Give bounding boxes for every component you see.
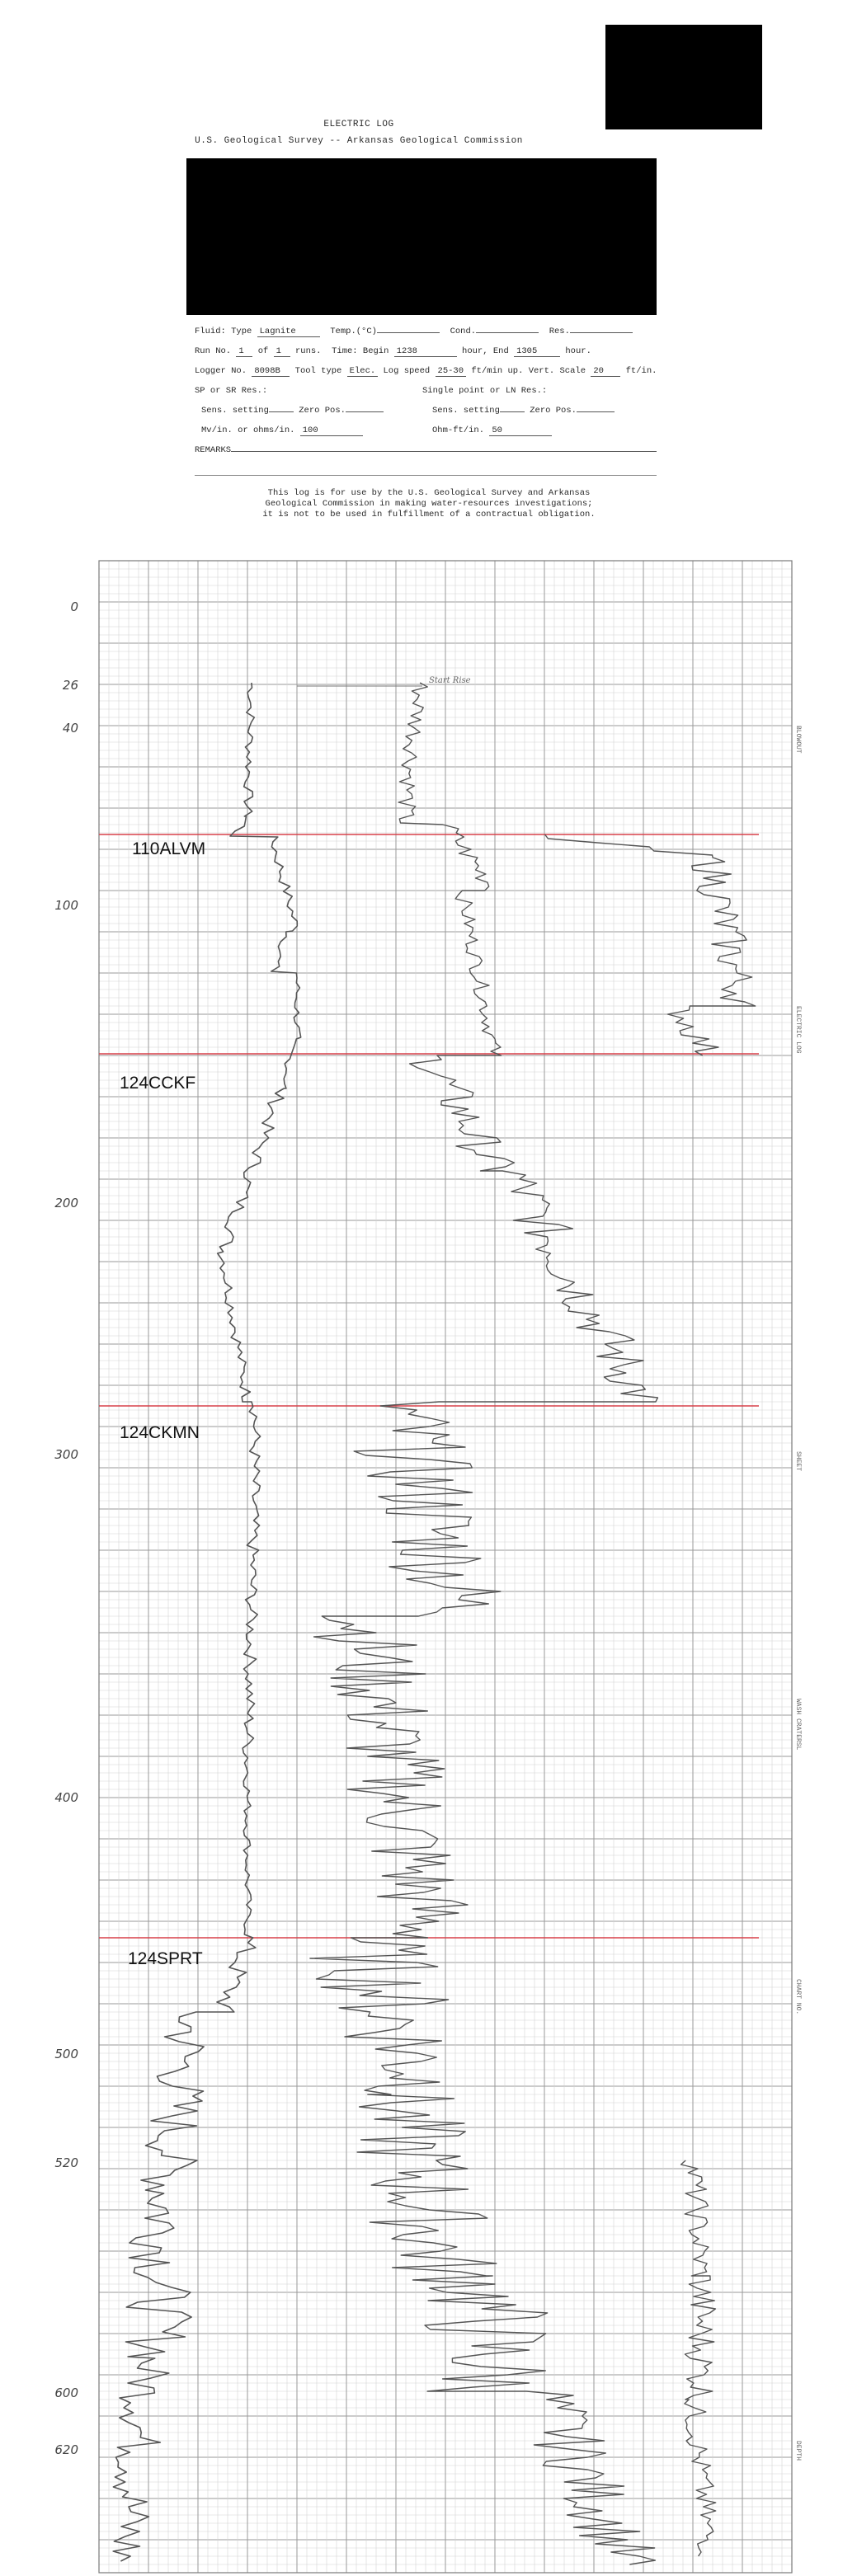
formation-label-124ckmn: 124CKMN [120, 1423, 200, 1442]
log-title: ELECTRIC LOG [323, 120, 394, 129]
formation-label-124sprt: 124SPRT [128, 1949, 203, 1968]
depth-tick-label: 26 [62, 678, 78, 693]
margin-text-6: DEPTH [794, 2441, 802, 2461]
formation-label-124cckf: 124CCKF [120, 1074, 196, 1093]
depth-tick-label: 500 [54, 2047, 78, 2061]
formation-label-110alvm: 110ALVM [132, 839, 206, 858]
run-row: Run No. 1 of 1 runs. Time: Begin 1238 hour, End 1305 hour. [195, 346, 591, 356]
depth-tick-label: 40 [62, 721, 78, 736]
fluid-value: Lagnite [257, 327, 320, 337]
depth-tick-label: 200 [54, 1196, 78, 1210]
depth-tick-label: 520 [54, 2155, 78, 2170]
scale-row: Mv/in. or ohms/in. 100 Ohm-ft/in. 50 [201, 425, 363, 436]
fluid-row: Fluid: Type Lagnite Temp.(°C) Cond. Res. [195, 327, 633, 337]
remarks-row: REMARKS [195, 445, 657, 455]
start-annotation: Start Rise [429, 676, 471, 685]
sens-row: Sens. setting Zero Pos. Sens. setting Zero Pos. [201, 406, 384, 416]
margin-text-1: BLOWOUT [794, 726, 802, 754]
resistance-curve-a [310, 683, 658, 2564]
margin-text-5: CHART NO. [794, 1979, 802, 2015]
margin-text-2: ELECTRIC LOG [794, 1006, 802, 1054]
depth-tick-label: 400 [54, 1790, 78, 1805]
margin-text-4: WASH CRATERSL [794, 1699, 802, 1751]
depth-tick-label: 0 [70, 599, 78, 614]
electric-log-chart [0, 544, 843, 2576]
logger-row: Logger No. 8098B Tool type Elec. Log speed 25-30 ft/min up. Vert. Scale 20 ft/in. [195, 366, 657, 376]
depth-tick-label: 100 [54, 898, 78, 913]
sp-curve [113, 683, 301, 2561]
res-row: SP or SR Res.: Single point or LN Res.: [195, 386, 548, 396]
redaction-block-header [186, 158, 657, 315]
depth-tick-label: 620 [54, 2442, 78, 2457]
depth-tick-label: 300 [54, 1447, 78, 1462]
log-subtitle: U.S. Geological Survey -- Arkansas Geological Commission [195, 136, 523, 146]
margin-text-3: SHEET [794, 1451, 802, 1472]
depth-tick-label: 600 [54, 2386, 78, 2400]
usage-notice: This log is for use by the U.S. Geological Survey and Arkansas Geological Commission in making water-resources investigations; it is not to be used in fulfillment of a contractual obligation. [262, 488, 596, 519]
redaction-block-top-right [605, 25, 762, 129]
